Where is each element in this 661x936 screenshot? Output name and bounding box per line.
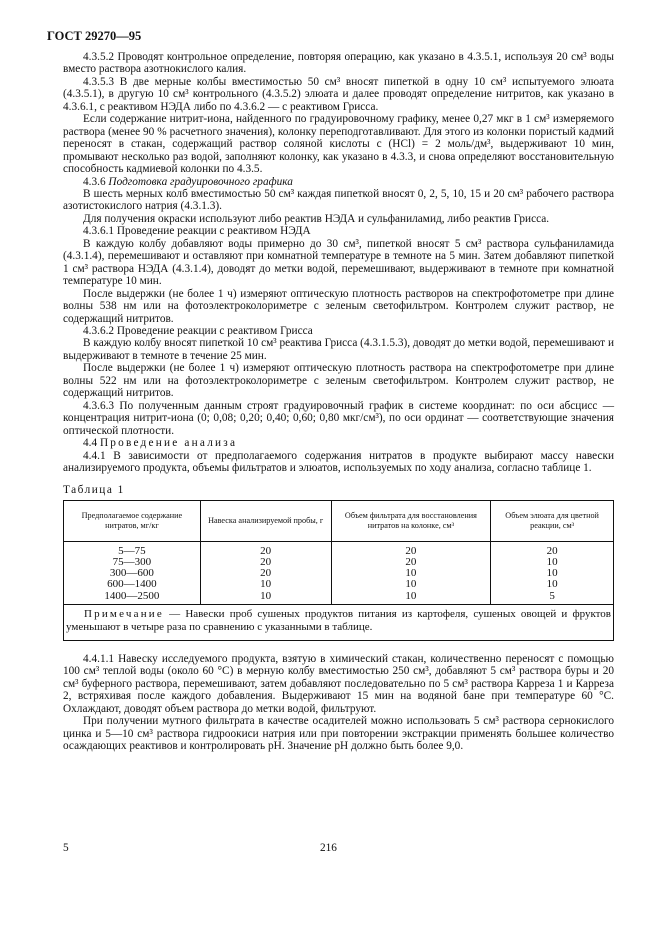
table-1 [63, 500, 614, 641]
paragraph: 4.4.1.1 Навеску исследуемого продукта, взятую в химический стакан, количественно переносят с помощью 100 см³ теплой воды (около 60 °С) в мерную колбу вместимостью 250 см³, добавляют 5 см³ раствора буры и 20 см³ буферного раствора, перемешивают, затем добавляют последовательно по 5 см³ раствора Карреза 1 и Карреза 2, встряхивая после каждого добавления. Выдерживают 15 мин на водяной бане при температуре 60 °С. Охлаждают, доводят объем раствора до метки водой, фильтруют. [63, 652, 614, 715]
section-heading-436 [63, 176, 614, 188]
table-cell: 10 [331, 568, 491, 579]
table-cell: 20 [331, 541, 491, 557]
table-cell: 5—75 [64, 541, 201, 557]
column-header: Объем элюата для цветной реакции, см³ [491, 500, 614, 541]
footer-left-number: 5 [63, 842, 69, 854]
note-label: Примечание [84, 607, 164, 620]
table-cell: 20 [331, 557, 491, 568]
table-cell: 20 [200, 557, 331, 568]
paragraph: В каждую колбу добавляют воды примерно до 30 см³, пипеткой вносят 5 см³ раствора сульфаниламида (4.3.1.4), перемешивают и оставляют при комнатной температуре в темноте на 5 мин. Затем добавляют пипеткой 1 см³ раствора НЭДА (4.3.1.4), доводят до метки водой, перемешивают, выдерживают в темноте при комнатной температуре 10 мин. [63, 237, 614, 288]
section-number: 4.3.6 [83, 175, 106, 188]
column-header: Объем фильтрата для восстановления нитратов на колонке, см³ [331, 500, 491, 541]
table-cell: 5 [491, 591, 614, 605]
table-cell: 10 [491, 568, 614, 579]
document-body [63, 51, 614, 753]
paragraph: 4.4.1 В зависимости от предполагаемого содержания нитратов в продукте выбирают массу навески анализируемого продукта, объемы фильтратов и элюатов, используемых по ходу анализа, согласно таблице 1. [63, 449, 614, 474]
subsection-heading: 4.3.6.1 Проведение реакции с реактивом НЭДА [83, 225, 311, 238]
section-heading-44 [63, 437, 614, 449]
table-cell: 10 [491, 557, 614, 568]
table-cell: 20 [200, 541, 331, 557]
table-note-row [64, 604, 614, 640]
table-row [64, 591, 614, 605]
table-cell: 300—600 [64, 568, 201, 579]
table-cell: 20 [200, 568, 331, 579]
table-cell: 20 [491, 541, 614, 557]
paragraph: Если содержание нитрит-иона, найденного по градуировочному графику, менее 0,27 мкг в 1 см³ измеряемого раствора (менее 90 % расчетного значения), колонку переподготавливают. Для этого из колонки пористый кадмий переносят в стакан, содержащий раствор соляной кислоты c (HCl) = 2 моль/дм³, выдерживают 10 мин, промывают несколько раз водой, заполняют колонку, как указано в 4.3.3, и снова определяют восстановительную способность кадмиевой колонки по 4.3.5. [63, 113, 614, 176]
table-cell: 600—1400 [64, 579, 201, 590]
note-text: — Навески проб сушеных продуктов питания из картофеля, сушеных овощей и фруктов уменьшают в четыре раза по сравнению с указанными в таблице. [66, 607, 611, 633]
section-title: Проведение анализа [99, 437, 238, 450]
table-row [64, 541, 614, 557]
paragraph: 4.3.6.3 По полученным данным строят градуировочный график в системе координат: по оси абсцисс — концентрация нитрит-иона (0; 0,08; 0,20; 0,40; 0,60; 0,80 мкг/см³), по оси ординат — соответствующие значения оптической плотности. [63, 399, 614, 437]
page-number: 216 [320, 842, 337, 854]
paragraph: При получении мутного фильтрата в качестве осадителей можно использовать 5 см³ раствора сернокислого цинка и 5—10 см³ раствора гидроокиси натрия или при повторении экстракции применять большее количество осаждающих реактивов и контролировать рН. Значение рН должно быть более 9,0. [63, 715, 614, 753]
paragraph: В каждую колбу вносят пипеткой 10 см³ реактива Грисса (4.3.1.5.3), доводят до метки водой, перемешивают и выдерживают в темноте в течение 25 мин. [63, 337, 614, 362]
standard-header: ГОСТ 29270—95 [47, 29, 142, 43]
table-cell: 1400—2500 [64, 591, 201, 605]
column-header: Навеска анализируемой пробы, г [200, 500, 331, 541]
subsection-heading: 4.3.6.2 Проведение реакции с реактивом Грисса [83, 324, 313, 337]
paragraph: Для получения окраски используют либо реактив НЭДА и сульфаниламид, либо реактив Грисса. [83, 212, 550, 225]
table-caption: Таблица 1 [63, 484, 125, 497]
section-number: 4.4 [83, 437, 98, 450]
table-cell: 10 [331, 591, 491, 605]
table-row [64, 579, 614, 590]
table-cell: 10 [331, 579, 491, 590]
table-note [64, 604, 614, 640]
paragraph: В шесть мерных колб вместимостью 50 см³ каждая пипеткой вносят 0, 2, 5, 10, 15 и 20 см³ рабочего раствора азотистокислого натрия (4.3.1.3). [63, 187, 614, 213]
paragraph: После выдержки (не более 1 ч) измеряют оптическую плотность растворов на спектрофотометре при длине волны 538 нм или на фотоэлектроколориметре с зеленым светофильтром. Контролем служит раствор, не содержащий нитритов. [63, 287, 614, 325]
section-title: Подготовка градуировочного графика [108, 175, 293, 188]
table-cell: 10 [491, 579, 614, 590]
paragraph: 4.3.5.2 Проводят контрольное определение, повторяя операцию, как указано в 4.3.5.1, используя 20 см³ воды вместо раствора азотнокислого калия. [63, 51, 614, 76]
paragraph: 4.3.5.3 В две мерные колбы вместимостью 50 см³ вносят пипеткой в одну 10 см³ испытуемого элюата (4.3.5.1), в другую 10 см³ контрольного (4.3.5.2) элюата и далее проводят определение нитритов, как указано в 4.3.6.1, с реактивом НЭДА либо по 4.3.6.2 — с реактивом Грисса. [63, 75, 614, 113]
table-cell: 10 [200, 591, 331, 605]
paragraph: После выдержки (не более 1 ч) измеряют оптическую плотность раствора на спектрофотометре при длине волны 522 нм или на фотоэлектроколориметре с зеленым светофильтром. Контролем служит раствор, не содержащий нитритов. [63, 362, 614, 400]
table-header-row [64, 500, 614, 541]
column-header: Предполагаемое содержание нитратов, мг/кг [64, 500, 201, 541]
table-cell: 75—300 [64, 557, 201, 568]
table-cell: 10 [200, 579, 331, 590]
